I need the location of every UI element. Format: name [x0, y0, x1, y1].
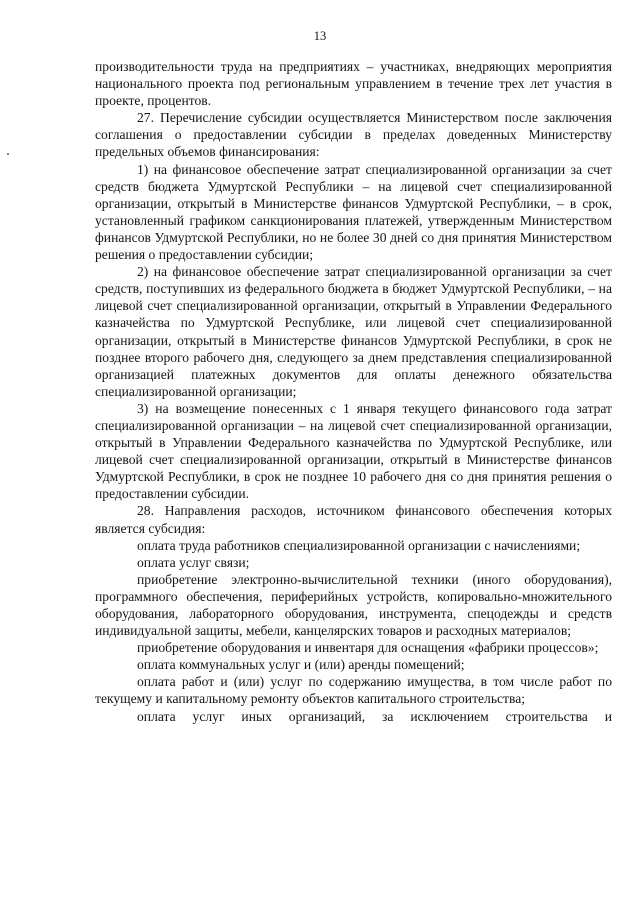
expense-item-process-factory: приобретение оборудования и инвентаря для оснащения «фабрики процессов»;	[137, 640, 599, 656]
expense-item-communications: оплата услуг связи;	[137, 554, 250, 570]
margin-dot	[7, 153, 9, 155]
paragraph-continuation: производительности труда на предприятиях – участниках, внедряющих мероприятия национального проекта под региональным управлением в течение трех лет участия в проекте, процентов.	[95, 59, 612, 109]
expense-item-salary: оплата труда работников специализированной организации с начислениями;	[137, 537, 581, 553]
paragraph-clause-28: 28. Направления расходов, источником финансового обеспечения которых является субсидия:	[95, 503, 612, 536]
paragraph-clause-27: 27. Перечисление субсидии осуществляется Министерством после заключения соглашения о предоставлении субсидии в пределах доведенных Министерству предельных объемов финансирования:	[95, 110, 612, 160]
expense-item-maintenance: оплата работ и (или) услуг по содержанию имущества, в том числе работ по текущему и капитальному ремонту объектов капитального строительства;	[95, 674, 612, 707]
page-number: 13	[313, 29, 327, 43]
expense-item-utilities: оплата коммунальных услуг и (или) аренды помещений;	[137, 657, 465, 673]
paragraph-clause-27-item-2: 2) на финансовое обеспечение затрат специализированной организации за счет средств, поступивших из федерального бюджета в бюджет Удмуртской Республики, – на лицевой счет специализированной организации, открытый в Управлении Федерального казначейства по Удмуртской Республике, или лицевой счет специализированной организации, открытый в Министерстве финансов Удмуртской Республики, в срок не позднее второго рабочего дня, следующего за днем представления специализированной организацией платежных документов для оплаты денежного обязательства специализированной организации;	[95, 264, 612, 399]
expense-item-equipment: приобретение электронно-вычислительной техники (иного оборудования), программного обеспечения, периферийных устройств, копировально-множительного оборудования, лабораторного оборудования, инструмента, спецодежды и средств индивидуальной защиты, мебели, канцелярских товаров и расходных материалов;	[95, 571, 612, 639]
paragraph-clause-27-item-1: 1) на финансовое обеспечение затрат специализированной организации за счет средств бюджета Удмуртской Республики – на лицевой счет специализированной организации, открытый в Министерстве финансов Удмуртской Республики, – в срок, установленный графиком санкционирования платежей, утвержденным Министерством финансов Удмуртской Республики, но не более 30 дней со дня принятия Министерством решения о предоставлении субсидии;	[95, 161, 612, 263]
expense-item-other-services: оплата услуг иных организаций, за исключением строительства и	[137, 708, 612, 724]
paragraph-clause-27-item-3: 3) на возмещение понесенных с 1 января текущего финансового года затрат специализированной организации – на лицевой счет специализированной организации, открытый в Управлении Федерального казначейства по Удмуртской Республике, или лицевой счет специализированной организации, открытый в Министерстве финансов Удмуртской Республики, в срок не позднее 10 рабочего дня со дня принятия решения о предоставлении субсидии.	[95, 400, 612, 502]
document-body	[95, 58, 612, 725]
